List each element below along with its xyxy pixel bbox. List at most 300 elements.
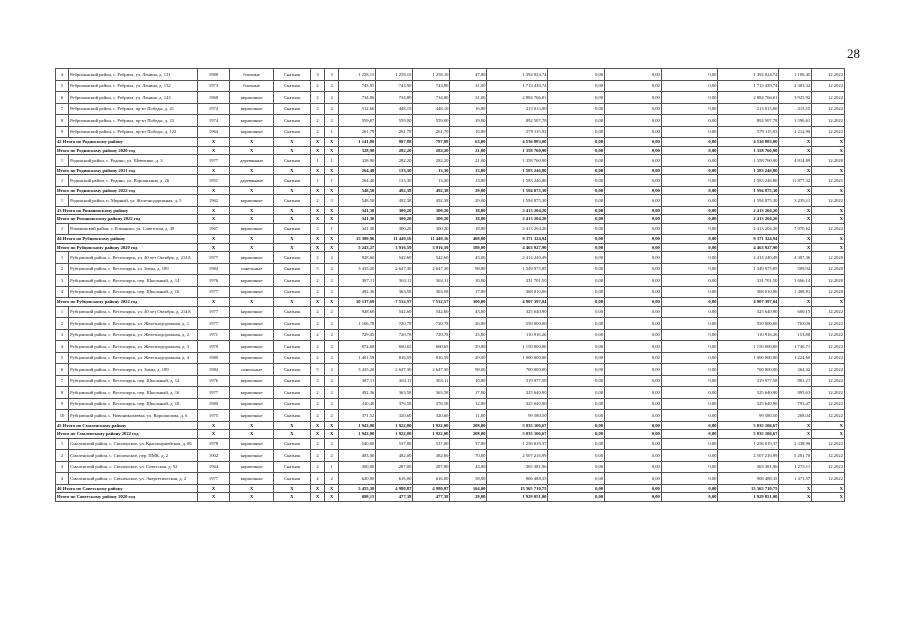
table-cell: 1 922,00 (376, 421, 413, 430)
table-cell: Рубцовский район, с. Веселоярск, пер. Школьный, д. 14 (69, 375, 198, 387)
table-cell: Скатная (273, 69, 310, 81)
table-cell: 0,00 (548, 364, 605, 376)
table-cell: 300,00 (450, 298, 487, 307)
table-cell: 1 (310, 175, 324, 187)
table-row (56, 126, 845, 138)
table-cell: 0,00 (548, 275, 605, 287)
table-cell: X (310, 146, 324, 155)
table-cell: 0,00 (661, 286, 718, 298)
table-cell: 208,00 (450, 421, 487, 430)
total-row (56, 235, 845, 244)
table-cell: 0,00 (605, 155, 662, 167)
table-cell: 2 (310, 286, 324, 298)
table-cell: X (273, 484, 310, 493)
table-cell: Итого по Советскому району 2020 год (56, 493, 198, 502)
table-cell: Смоленский район, с. Смоленское, ул. Советская, д. 92 (69, 461, 198, 473)
table-row (56, 80, 845, 92)
table-cell: X (273, 186, 310, 195)
table-cell: 319 977,58 (718, 375, 779, 387)
table-cell: 0,00 (548, 206, 605, 215)
table-row (56, 306, 845, 318)
table-cell: 261,70 (376, 126, 413, 138)
table-cell: 895,63 (779, 387, 812, 399)
table-cell: 5 201,70 (779, 450, 812, 462)
table-cell: 0,00 (605, 450, 662, 462)
table-cell: 0,00 (605, 275, 662, 287)
table-cell: 2 (310, 306, 324, 318)
total-row (56, 421, 845, 430)
table-cell: X (197, 166, 230, 175)
table-cell: X (812, 166, 845, 175)
table-cell: 2 (325, 410, 339, 422)
table-cell: 2 413 204,20 (718, 223, 779, 235)
table-cell: Рубцовский район, с. Веселоярск, ул. Железнодорожная, д. 3 (69, 341, 198, 353)
table-cell: 1 358 760,90 (487, 146, 548, 155)
table-cell: X (325, 215, 339, 224)
table-cell: 12,00 (450, 398, 487, 410)
table-cell: Скатная (273, 286, 310, 298)
table-cell: X (230, 484, 274, 493)
table-cell: 0,00 (605, 223, 662, 235)
table-cell: 700 000,00 (487, 364, 548, 376)
table-cell: X (325, 421, 339, 430)
table-cell: 2 647,30 (413, 263, 450, 275)
table-cell: 365 381,96 (718, 461, 779, 473)
table-cell: X (310, 166, 324, 175)
table-cell: 0,00 (605, 341, 662, 353)
table-cell: 415,55 (779, 103, 812, 115)
table-cell: Рубцовский район, с. Веселоярск, ул. Железнодорожная, д. 2 (69, 329, 198, 341)
table-cell: 559,07 (339, 115, 376, 127)
table-cell: 0,00 (661, 410, 718, 422)
table-cell: 0,00 (605, 306, 662, 318)
table-cell: 300,20 (376, 223, 413, 235)
total-row (56, 298, 845, 307)
table-cell: деревянные (230, 155, 274, 167)
table-cell: 2 (310, 103, 324, 115)
table-row (56, 115, 845, 127)
table-cell: 363,58 (413, 286, 450, 298)
table-cell: 5 (56, 80, 69, 92)
table-cell: 12.2022 (812, 306, 845, 318)
table-cell: X (812, 215, 845, 224)
table-cell: 2 (310, 398, 324, 410)
table-cell: 29,00 (450, 195, 487, 207)
table-cell: 26,00 (450, 318, 487, 330)
table-cell: 12.2022 (812, 318, 845, 330)
table-cell: 12.2020 (812, 252, 845, 264)
table-cell: 0,00 (605, 69, 662, 81)
table-cell: 12.2022 (812, 387, 845, 399)
table-cell: 0,00 (661, 275, 718, 287)
table-cell: 43,00 (450, 306, 487, 318)
total-row (56, 206, 845, 215)
table-cell: 4 536 883,00 (487, 138, 548, 147)
table-cell: 10,00 (450, 275, 487, 287)
table-cell: 0,00 (661, 206, 718, 215)
table-cell: 0,00 (548, 286, 605, 298)
table-cell: 928,60 (339, 306, 376, 318)
table-cell: 0,00 (661, 252, 718, 264)
table-cell: 5 243,27 (339, 243, 376, 252)
table-cell: 4 (56, 69, 69, 81)
table-cell: 492,38 (413, 186, 450, 195)
table-cell: X (779, 215, 812, 224)
table-cell: 0,00 (661, 80, 718, 92)
table-cell: X (812, 484, 845, 493)
table-cell: 0,00 (605, 252, 662, 264)
table-cell: 906 488,35 (718, 473, 779, 485)
table-cell: 7 532,57 (376, 298, 413, 307)
table-cell: 10 (56, 410, 69, 422)
table-cell: 341,30 (339, 215, 376, 224)
table-cell: 542,60 (376, 306, 413, 318)
table-cell: 1964 (197, 461, 230, 473)
table-cell: 300,20 (413, 215, 450, 224)
table-cell: кирпичные (230, 473, 274, 485)
table-cell: 1971 (197, 329, 230, 341)
table-cell: 282,20 (413, 155, 450, 167)
table-cell: 881,21 (779, 375, 812, 387)
table-cell: 892 507,78 (487, 115, 548, 127)
table-cell: Смоленский район, с. Смоленское, ул. Энергетическая, д. 2 (69, 473, 198, 485)
table-cell: Итого по Родинскому району 2021 год (56, 166, 198, 175)
table-cell: 7 070,62 (779, 223, 812, 235)
table-cell: 1 258,10 (413, 69, 450, 81)
table-cell: кирпичные (230, 438, 274, 450)
table-cell: X (812, 235, 845, 244)
table-cell: 1 583 246,80 (718, 175, 779, 187)
table-cell: 363,58 (376, 387, 413, 399)
table-cell: 213 013,00 (718, 103, 779, 115)
table-cell: 2 (325, 275, 339, 287)
table-cell: 325 640,90 (718, 398, 779, 410)
table-cell: 492,36 (339, 286, 376, 298)
table-cell: 1 (325, 175, 339, 187)
table-cell: Итого по Смоленскому району 2022 год (56, 430, 198, 439)
table-cell: 0,00 (605, 329, 662, 341)
table-cell: X (273, 235, 310, 244)
table-cell: 0,00 (605, 461, 662, 473)
table-cell: 47,00 (450, 69, 487, 81)
table-cell: 12.2022 (812, 92, 845, 104)
table-cell: 12.2020 (812, 286, 845, 298)
table-cell: Ребрихинский район, с. Ребриха, пр-кт Победы, д. 21 (69, 103, 198, 115)
table-cell: 1 713 439,74 (487, 80, 548, 92)
table-cell: X (310, 421, 324, 430)
table-cell: Скатная (273, 352, 310, 364)
table-cell: 0,00 (548, 80, 605, 92)
table-cell: 4 (56, 286, 69, 298)
table-cell: 1 273,11 (779, 461, 812, 473)
table-cell: Итого по Романовскому району 2022 год (56, 215, 198, 224)
table-cell: 1 922,00 (413, 430, 450, 439)
table-cell: 3 (325, 195, 339, 207)
table-cell: 2 338,96 (779, 438, 812, 450)
table-cell: X (230, 235, 274, 244)
table-cell: X (325, 484, 339, 493)
table-cell: панельные (230, 263, 274, 275)
table-cell: 0,00 (661, 138, 718, 147)
table-cell: Рубцовский район, с. Новониколаевка, ул. Ворошилова, д. 6 (69, 410, 198, 422)
table-cell: 1 256 019,37 (718, 438, 779, 450)
table-cell: X (310, 206, 324, 215)
table-cell: 363,58 (413, 387, 450, 399)
table-cell: 2 (310, 275, 324, 287)
total-row (56, 430, 845, 439)
table-cell: Родинский район, п. Мирный, ул. Железнодорожная, д. 5 (69, 195, 198, 207)
table-cell: 319 977,58 (487, 375, 548, 387)
table-cell: 1977 (197, 387, 230, 399)
table-cell: 363,11 (376, 375, 413, 387)
table-cell: X (197, 215, 230, 224)
table-cell: 0,00 (605, 352, 662, 364)
table-cell: 1 408,81 (779, 286, 812, 298)
table-cell: 1 (325, 223, 339, 235)
table-cell: 698,15 (339, 493, 376, 502)
table-cell: X (779, 206, 812, 215)
table-cell: 1951 (197, 175, 230, 187)
table-cell: 734,80 (376, 92, 413, 104)
table-cell: 2 (310, 450, 324, 462)
table-cell: X (812, 206, 845, 215)
table-cell: 0,00 (605, 438, 662, 450)
table-cell: X (230, 493, 274, 502)
table-cell: 1 713 439,74 (718, 80, 779, 92)
table-cell: 7 532,57 (413, 298, 450, 307)
table-cell: Скатная (273, 473, 310, 485)
table-cell: 2 (325, 473, 339, 485)
table-cell: X (273, 430, 310, 439)
table-cell: 0,00 (661, 430, 718, 439)
table-cell: 3 916,59 (413, 243, 450, 252)
table-cell: 1 (56, 155, 69, 167)
table-cell: 1 (56, 306, 69, 318)
table-cell: Ребрихинский район, с. Ребриха, ул. Ленина, д. 143 (69, 92, 198, 104)
table-cell: 2 (325, 341, 339, 353)
table-cell: 1 (325, 155, 339, 167)
table-cell: X (197, 430, 230, 439)
table-cell: 264,40 (339, 166, 376, 175)
table-cell: 2 (325, 306, 339, 318)
table-cell: 12.2022 (812, 438, 845, 450)
table-cell: 12.2022 (812, 223, 845, 235)
table-cell: X (230, 206, 274, 215)
table-cell: Скатная (273, 275, 310, 287)
table-row (56, 461, 845, 473)
table-cell: 4 307,36 (779, 252, 812, 264)
table-cell: X (812, 243, 845, 252)
table-cell: Скатная (273, 155, 310, 167)
table-cell: кирпичные (230, 352, 274, 364)
table-cell: 8 (56, 115, 69, 127)
table-cell: Скатная (273, 329, 310, 341)
table-cell: Скатная (273, 115, 310, 127)
table-row (56, 387, 845, 399)
table-cell: 133,30 (376, 166, 413, 175)
table-cell: 13,30 (413, 175, 450, 187)
table-cell: кирпичные (230, 195, 274, 207)
table-cell: 579 115,93 (487, 126, 548, 138)
table-cell: 660,65 (413, 341, 450, 353)
table-cell: X (779, 493, 812, 502)
table-cell: 0,00 (548, 352, 605, 364)
table-cell: 0,00 (661, 387, 718, 399)
table-cell: 0,00 (548, 473, 605, 485)
table-cell: X (273, 166, 310, 175)
table-cell: 1 (56, 252, 69, 264)
table-cell: 743,90 (376, 80, 413, 92)
table-cell: 18,00 (450, 215, 487, 224)
table-row (56, 410, 845, 422)
table-cell: 2 (325, 80, 339, 92)
table-cell: X (325, 146, 339, 155)
table-cell: 2 413 204,20 (487, 206, 548, 215)
table-cell: 3 (56, 275, 69, 287)
table-cell: 2 (56, 318, 69, 330)
table-cell: 0,00 (605, 484, 662, 493)
table-cell: 3 916,59 (376, 243, 413, 252)
table-cell: Итого по Рубцовскому району 2020 год (56, 243, 198, 252)
table-cell: Скатная (273, 438, 310, 450)
table-cell: 1977 (197, 252, 230, 264)
table-cell: 1977 (197, 155, 230, 167)
table-cell: 328,90 (339, 146, 376, 155)
table-cell: 21,00 (450, 155, 487, 167)
table-cell: 328,90 (339, 155, 376, 167)
table-cell: 4 907 397,04 (487, 298, 548, 307)
table-cell: 5 (310, 263, 324, 275)
table-cell: 492,38 (376, 195, 413, 207)
table-cell: 45 Итого по Смоленскому району (56, 421, 198, 430)
table-cell: 3 925,92 (779, 92, 812, 104)
table-cell: 2 884 766,01 (487, 92, 548, 104)
table-cell: 477,38 (413, 493, 450, 502)
table-cell: 0,00 (605, 473, 662, 485)
table-cell: 0,00 (605, 375, 662, 387)
table-cell: X (812, 430, 845, 439)
table-cell: 743,95 (339, 80, 376, 92)
table-cell: 341,30 (339, 206, 376, 215)
table-cell: 29,00 (450, 341, 487, 353)
total-row (56, 138, 845, 147)
table-cell: кирпичные (230, 318, 274, 330)
table-cell: 1964 (197, 126, 230, 138)
table-cell: X (197, 493, 230, 502)
table-cell: X (197, 243, 230, 252)
table-cell: 0,00 (548, 263, 605, 275)
table-cell: 906 488,35 (487, 473, 548, 485)
table-cell: 11 877,32 (779, 175, 812, 187)
table-cell: 793,47 (779, 398, 812, 410)
table-cell: 31,00 (450, 92, 487, 104)
table-cell: 153,88 (779, 329, 812, 341)
table-cell: 1 594 875,30 (487, 186, 548, 195)
table-cell: 0,00 (548, 103, 605, 115)
table-cell: Ребрихинский район, с. Ребриха, ул. Ленина, д. 131 (69, 69, 198, 81)
table-cell: 5 035 106,67 (487, 430, 548, 439)
table-cell: X (197, 186, 230, 195)
table-cell: 2 (325, 364, 339, 376)
table-cell: 287,00 (376, 461, 413, 473)
table-cell: X (273, 421, 310, 430)
table-cell: 559,00 (376, 115, 413, 127)
table-cell: 550 000,00 (718, 318, 779, 330)
table-cell: 620,00 (339, 473, 376, 485)
table-cell: 600,15 (779, 306, 812, 318)
table-cell: 0,00 (605, 103, 662, 115)
table-cell: 1977 (197, 286, 230, 298)
table-cell: 0,00 (661, 375, 718, 387)
table-cell: 3 239,11 (779, 195, 812, 207)
total-row (56, 215, 845, 224)
table-cell: 2 647,30 (376, 364, 413, 376)
table-cell: 1979 (197, 341, 230, 353)
table-cell: 2 (310, 341, 324, 353)
table-cell: 928,60 (339, 252, 376, 264)
table-cell: 0,00 (548, 461, 605, 473)
table-cell: 0,00 (548, 138, 605, 147)
table-cell: X (230, 146, 274, 155)
table-cell: X (325, 206, 339, 215)
table-cell: 537,00 (376, 438, 413, 450)
table-cell: X (779, 235, 812, 244)
table-cell: 0,00 (661, 126, 718, 138)
table-cell: 0,00 (605, 138, 662, 147)
table-cell: 10 137,69 (339, 298, 376, 307)
table-cell: 300,20 (376, 215, 413, 224)
table-cell: Рубцовский район, с. Веселоярск, пер. Школьный, д. 14 (69, 275, 198, 287)
table-cell: 70,00 (450, 450, 487, 462)
table-cell: 1 258,15 (339, 69, 376, 81)
table-cell: Рубцовский район, с. Веселоярск, пер. Школьный, д. 16 (69, 286, 198, 298)
total-row (56, 166, 845, 175)
table-cell: 99 580,50 (718, 410, 779, 422)
table-cell: 9 371 324,94 (718, 235, 779, 244)
table-cell: 0,00 (661, 484, 718, 493)
table-cell: 0,00 (548, 430, 605, 439)
table-cell: 616,00 (376, 473, 413, 485)
table-cell: 1 596,61 (779, 115, 812, 127)
table-row (56, 329, 845, 341)
table-cell: Рубцовский район, с. Веселоярск, ул. Зимы, д. 189 (69, 263, 198, 275)
table-cell: 4 814,89 (779, 155, 812, 167)
table-cell: Скатная (273, 92, 310, 104)
table-cell: 0,00 (548, 398, 605, 410)
table-cell: 616,00 (413, 473, 450, 485)
table-body (56, 69, 845, 502)
table-row (56, 438, 845, 450)
table-cell: 43 Итого по Романовскому району (56, 206, 198, 215)
table-cell: 1 929 051,00 (487, 493, 548, 502)
table-cell: 1975 (197, 410, 230, 422)
table-cell: 3 435,20 (339, 364, 376, 376)
table-cell: Скатная (273, 375, 310, 387)
table-cell: 1 929 051,00 (718, 493, 779, 502)
table-cell: 660,65 (376, 341, 413, 353)
table-cell: 1 (325, 461, 339, 473)
table-cell: 12.2022 (812, 341, 845, 353)
table-cell: 29,00 (450, 186, 487, 195)
table-cell: 0,00 (548, 126, 605, 138)
table-cell: 0,00 (548, 215, 605, 224)
table-row (56, 364, 845, 376)
table-row (56, 263, 845, 275)
table-cell: 1 (56, 195, 69, 207)
table-cell: 0,00 (661, 103, 718, 115)
table-cell: 0,00 (548, 493, 605, 502)
table-cell: 17,00 (450, 387, 487, 399)
